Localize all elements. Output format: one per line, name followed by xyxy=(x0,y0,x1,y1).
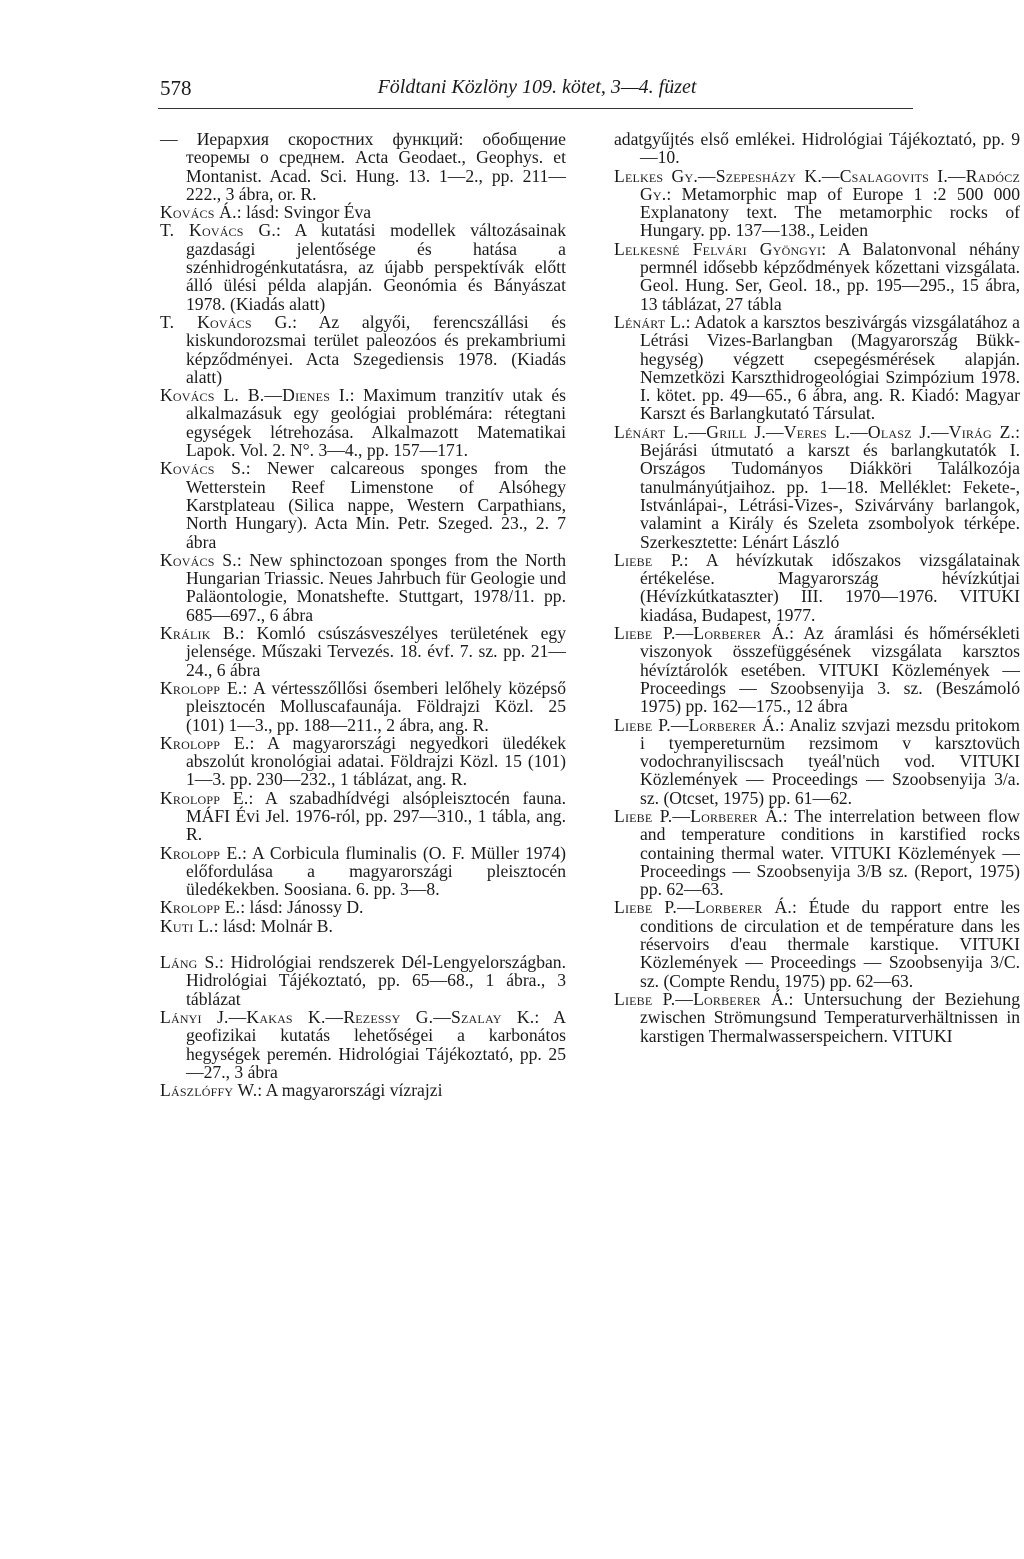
reference-entry xyxy=(160,551,566,624)
page-header xyxy=(160,76,914,106)
reference-text: : Étude du rapport entre les conditions de circulation et de température dans les réservoirs d'eau thermale karstique. VITUKI Közlemények — Proceedings — Szoobsenyija 3/C. sz. (Compte Rendu, 1975) pp. 62—63. xyxy=(640,897,1020,991)
reference-entry xyxy=(160,386,566,459)
reference-text: : lásd: Jánossy D. xyxy=(240,897,364,918)
running-title: Földtani Közlöny 109. kötet, 3—4. füzet xyxy=(377,76,697,98)
reference-text: : lásd: Svingor Éva xyxy=(236,202,372,223)
reference-author: T. Kovács G. xyxy=(160,311,293,332)
reference-entry xyxy=(160,917,566,935)
reference-text: : The interrelation between flow and temperature conditions in karstified rocks containing thermal water. VITUKI Közlemények — Proceedings — Szoobsenyija 3/B sz. (Report, 1975) pp. 62—63. xyxy=(640,805,1020,900)
reference-entry xyxy=(160,789,566,844)
reference-entry xyxy=(614,240,1020,313)
reference-author: Krolopp E. xyxy=(160,677,243,698)
reference-text: : A geofizikai kutatás lehetőségei a karbonátos hegységek peremén. Hidrológiai Tájékoztató, pp. 25—27., 3 ábra xyxy=(186,1006,566,1082)
reference-author: Láng S. xyxy=(160,952,220,973)
reference-text: : Newer calcareous sponges from the Wetterstein Reef Limenstone of Alsóhegy Karstplateau (Silica nappe, Western Carpathians, North Hungary). Acta Min. Petr. Szeged. 23., 2. 7 ábra xyxy=(186,458,567,552)
reference-text: : Metamorphic map of Europe 1 :2 500 000 Explanatony text. The metamorphic rocks of Hungary. pp. 137—138., Leiden xyxy=(640,183,1020,241)
reference-text: : Adatok a karsztos beszivárgás vizsgálatához a Létrási Vizes-Barlangban (Magyarország Bükk-hegység) végzett csepegésmérések alapján. Nemzetközi Karszthidrogeológiai Szimpózium 1978. I. kötet. pp. 49—65., 6 ábra, ang. R. Kiadó: Magyar Karszt és Barlangkutató Társulat. xyxy=(640,311,1020,424)
reference-author: Liebe P.—Lorberer Á. xyxy=(614,897,793,918)
reference-author: Lelkes Gy.—Szepesházy K.—Csalagovits I.—Radócz Gy. xyxy=(614,165,1020,204)
reference-author: Krolopp E. xyxy=(160,842,242,863)
reference-text: : Untersuchung der Beziehung zwischen Strömungsund Temperaturverhältnissen in karstigen Thermalwasserspeichern. VITUKI xyxy=(640,988,1020,1046)
reference-author: Liebe P. xyxy=(614,549,684,570)
reference-text: — Иерархия скоростних функций: обобщение теоремы о среднем. Acta Geodaet., Geophys. et Montanist. Acad. Sci. Hung. 13. 1—2., pp. 211—222., 3 ábra, or. R. xyxy=(160,129,566,204)
reference-entry xyxy=(160,844,566,899)
reference-entry xyxy=(614,313,1020,423)
reference-author: Kuti L. xyxy=(160,915,214,936)
reference-text: : Komló csúszásveszélyes területének egy jelensége. Műszaki Tervezés. 18. évf. 7. sz. pp. 21—24., 6 ábra xyxy=(186,623,566,680)
reference-text: : A kutatási modellek változásainak gazdasági jelentősége és hatása a szénhidrogénkutatásra, az újabb perspektívák előtt álló ülési példa alapján. Geonómia és Bányászat 1978. (Kiadás alatt) xyxy=(186,220,566,314)
reference-author: Krolopp E. xyxy=(160,897,241,918)
reference-text: : Analiz szvjazi mezsdu pritokom i tyempereturnüm rezsimom v karsztovüch vodochranyiliscsach tyeál'nüch vod. VITUKI Közlemények — Proceedings — Szoobsenyija 3/a. sz. (Otcset, 1975) pp. 61—62. xyxy=(640,714,1020,808)
reference-entry xyxy=(614,898,1020,989)
reference-entry xyxy=(614,990,1020,1045)
reference-text: : A Corbicula fluminalis (O. F. Müller 1974) előfordulása a magyarországi pleisztocén üledékekben. Soosiana. 6. pp. 3—8. xyxy=(186,842,566,900)
reference-entry xyxy=(160,679,566,734)
reference-entry xyxy=(614,716,1020,807)
reference-entry xyxy=(160,203,566,221)
reference-author: Liebe P.—Lorberer Á. xyxy=(614,805,783,826)
reference-author: Liebe P.—Lorberer Á. xyxy=(614,623,790,644)
reference-author: Lénárt L. xyxy=(614,311,686,332)
reference-author: T. Kovács G. xyxy=(160,220,276,241)
reference-author: Krolopp E. xyxy=(160,732,250,753)
reference-entry xyxy=(160,734,566,789)
reference-entry xyxy=(160,624,566,679)
reference-entry xyxy=(160,130,566,203)
reference-author: Krolopp E. xyxy=(160,787,249,808)
reference-text: : A vértesszőllősi ősemberi lelőhely középső pleisztocén Molluscafaunája. Földrajzi Közl. 25 (101) 1—3., pp. 188—211., 2 ábra, ang. R. xyxy=(186,677,566,735)
reference-author: Lászlóffy W. xyxy=(160,1080,258,1101)
reference-text: : A Balatonvonal néhány permnél idősebb képződmények kőzettani vizsgálata. Geol. Hung. Ser, Geol. 18., pp. 195—295., 15 ábra, 13 táblázat, 27 tábla xyxy=(640,238,1020,314)
page-number: 578 xyxy=(160,76,192,100)
reference-text: : A magyarországi vízrajzi xyxy=(257,1080,443,1101)
reference-text: : Az algyői, ferencszállási és kiskundorozsmai terület paleozóos és prekambriumi képződményei. Acta Szegediensis 1978. (Kiadás alatt) xyxy=(186,311,566,387)
reference-text: : Maximum tranzitív utak és alkalmazásuk egy geológiai problémára: rétegtani egységek létrehozása. Alkalmazott Matematikai Lapok. Vol. 2. N°. 3—4., pp. 157—171. xyxy=(186,385,566,461)
reference-author: Kovács L. B.—Dienes I. xyxy=(160,385,350,406)
reference-text: : A magyarországi negyedkori üledékek abszolút kronológiai adatai. Földrajzi Közl. 15 (101) 1—3. pp. 230—232., 1 táblázat, ang. R. xyxy=(186,732,566,790)
reference-entry xyxy=(614,807,1020,898)
reference-text: : New sphinctozoan sponges from the North Hungarian Triassic. Neues Jahrbuch für Geologie und Paläontologie, Monatshefte. Stuttgart, 1978/11. pp. 685—697., 6 ábra xyxy=(186,549,567,625)
reference-author: Kovács Á. xyxy=(160,202,237,223)
reference-text: : Az áramlási és hőmérsékleti viszonyok összefüggésének vizsgálata karsztos hévíztárolók esetében. VITUKI Közlemények — Proceedings — Szoobsenyija 3. sz. (Beszámoló 1975) pp. 162—175., 12 ábra xyxy=(640,623,1020,717)
reference-entry xyxy=(160,221,566,312)
header-rule xyxy=(158,108,913,109)
reference-author: Lelkesné Felvári Gyöngyi xyxy=(614,238,822,259)
reference-text: : Hidrológiai rendszerek Dél-Lengyelországban. Hidrológiai Tájékoztató, pp. 65—68., 1 ábra., 3 táblázat xyxy=(186,952,566,1009)
reference-text: : Bejárási útmutató a karszt és barlangkutatók I. Országos Tudományos Diákköri Találkozója tanulmányútjaihoz. pp. 1—18. Melléklet: Fekete-, Istvánlápai-, Létrási-Vizes-, Szivárvány barlangok, valamint a Király és Szeleta zsombolyok térképe. Szerkesztette: Lénárt László xyxy=(640,421,1020,552)
reference-author: Lénárt L.—Grill J.—Veres L.—Olasz J.—Virág Z. xyxy=(614,421,1016,442)
reference-author: Kovács S. xyxy=(160,549,237,570)
reference-author: Kovács S. xyxy=(160,458,246,479)
right-column xyxy=(614,130,1020,1045)
reference-entry xyxy=(614,167,1020,240)
reference-entry xyxy=(160,459,566,550)
reference-entry xyxy=(160,1008,566,1081)
reference-author: Lányi J.—Kakas K.—Rezessy G.—Szalay K. xyxy=(160,1006,535,1027)
reference-author: Liebe P.—Lorberer Á. xyxy=(614,988,789,1009)
reference-entry xyxy=(160,953,566,1008)
left-column xyxy=(160,130,566,1099)
reference-entry xyxy=(614,551,1020,624)
reference-entry xyxy=(160,898,566,916)
reference-text: adatgyűjtés első emlékei. Hidrológiai Tájékoztató, pp. 9—10. xyxy=(614,129,1020,168)
reference-text: : A szabadhídvégi alsópleisztocén fauna. MÁFI Évi Jel. 1976-ról, pp. 297—310., 1 tábla, ang. R. xyxy=(186,787,566,845)
reference-text: : A hévízkutak időszakos vizsgálatainak értékelése. Magyarország hévízkútjai (Hévízkútkataszter) III. 1970—1976. VITUKI kiadása, Budapest, 1977. xyxy=(640,549,1021,625)
reference-entry xyxy=(160,1081,566,1099)
reference-text: : lásd: Molnár B. xyxy=(213,915,333,936)
reference-entry xyxy=(160,313,566,386)
reference-author: Králik B. xyxy=(160,623,240,644)
reference-entry xyxy=(614,130,1020,167)
reference-author: Liebe P.—Lorberer Á. xyxy=(614,714,780,735)
reference-entry xyxy=(614,624,1020,715)
reference-entry xyxy=(614,423,1020,551)
